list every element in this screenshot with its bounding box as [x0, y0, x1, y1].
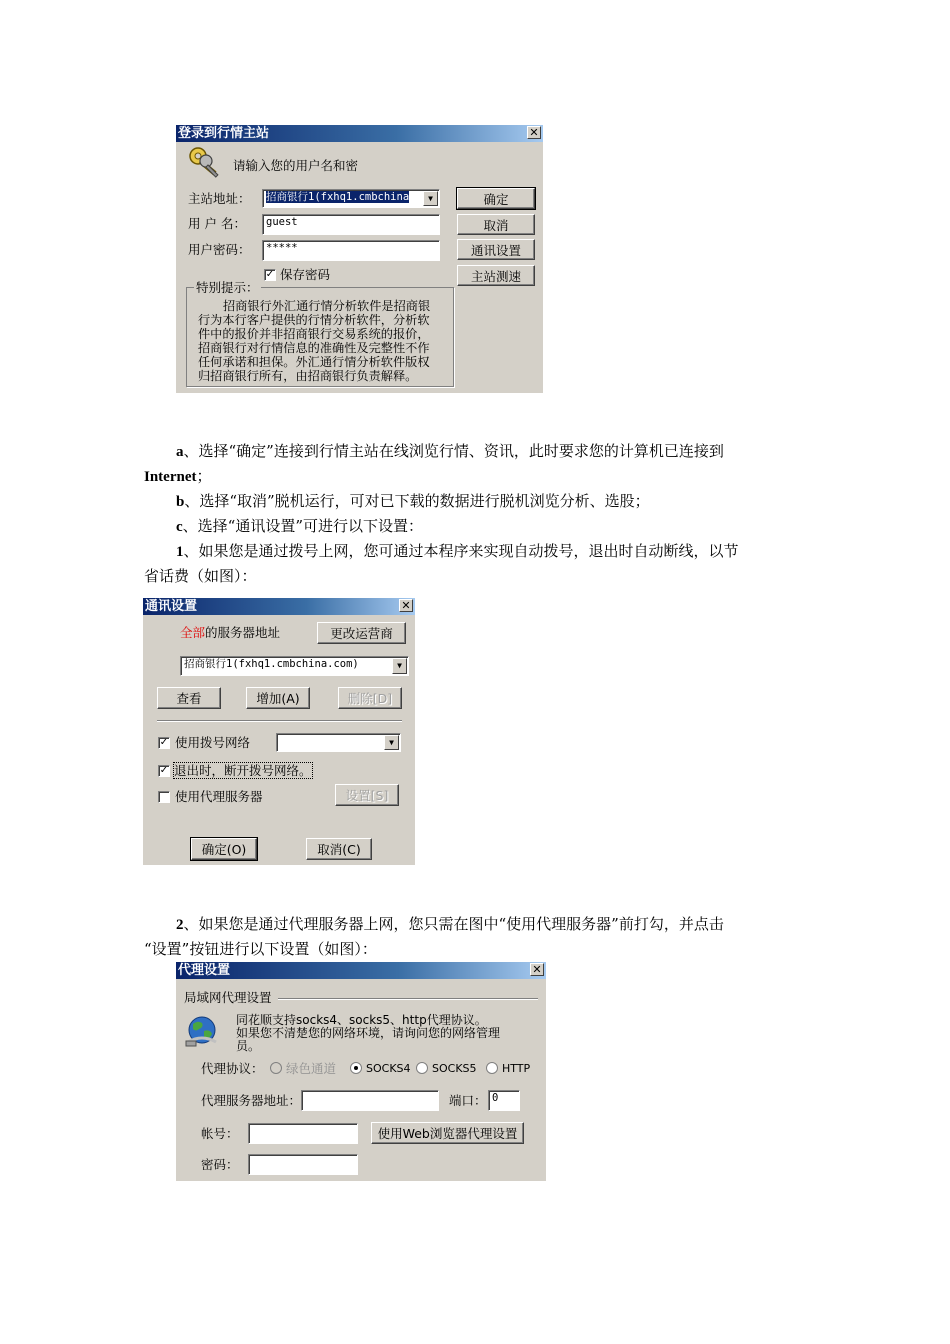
proxy-password-input[interactable] — [248, 1154, 358, 1175]
para-b-text: 、选择“取消”脱机运行，可对已下载的数据进行脱机浏览分析、选股； — [184, 492, 650, 510]
para-c — [176, 514, 423, 540]
para-c-key: c — [176, 519, 183, 535]
login-dialog-title: 登录到行情主站 — [176, 125, 543, 142]
para-b — [176, 489, 650, 515]
password-field[interactable]: ***** — [262, 240, 440, 261]
server-list-label-all: 全部 — [180, 625, 206, 640]
ok-button[interactable]: 确定 — [457, 188, 535, 209]
server-combo-value: 招商银行1(fxhq1.cmbchina — [266, 191, 410, 203]
notice-text — [198, 299, 430, 383]
proxy-group-line — [278, 998, 538, 1000]
cancel-button[interactable]: 取消 — [457, 214, 535, 235]
para-a-internet: Internet — [144, 469, 197, 485]
close-icon[interactable]: ✕ — [527, 126, 541, 139]
delete-button[interactable]: 删除[D] — [338, 687, 402, 709]
chevron-down-icon[interactable]: ▼ — [384, 735, 399, 750]
radio-http[interactable] — [486, 1062, 498, 1074]
para-2-text: 、如果您是通过代理服务器上网，您只需在图中“使用代理服务器”前打勾，并点击 — [183, 915, 724, 933]
comm-separator — [157, 720, 402, 722]
dialup-checkbox[interactable]: ✓ — [159, 737, 169, 748]
view-button[interactable]: 查看 — [157, 687, 221, 709]
para-c-text: 、选择“通讯设置”可进行以下设置： — [182, 517, 424, 535]
save-password-label: 保存密码 — [280, 267, 331, 282]
radio-http-label: HTTP — [502, 1062, 531, 1075]
comm-ok-button[interactable]: 确定(O) — [191, 838, 257, 860]
para-a-line1 — [176, 439, 724, 465]
para-2-line1 — [176, 912, 724, 938]
notice-line: 任何承诺和担保。外汇通行情分析软件版权 — [198, 355, 430, 369]
close-icon[interactable]: ✕ — [530, 963, 544, 976]
notice-line: 归招商银行所有，由招商银行负责解释。 — [198, 369, 418, 383]
radio-socks4-label: SOCKS4 — [366, 1062, 411, 1075]
comm-dialog — [143, 598, 415, 865]
server-list-label — [180, 625, 280, 640]
radio-socks4[interactable] — [350, 1062, 362, 1074]
radio-socks5[interactable] — [416, 1062, 428, 1074]
change-carrier-button[interactable]: 更改运营商 — [317, 622, 406, 644]
proxy-dialog-title: 代理设置 — [176, 962, 546, 979]
para-a-text: 、选择“确定”连接到行情主站在线浏览行情、资讯，此时要求您的计算机已连接到 — [183, 442, 724, 460]
notice-line: 招商银行对行情信息的准确性及完整性不作 — [198, 341, 430, 355]
comm-cancel-button[interactable]: 取消(C) — [306, 838, 372, 860]
notice-line: 行为本行客户提供的行情分析软件，分析软 — [198, 313, 430, 327]
password-label: 用户密码： — [188, 242, 251, 257]
proxy-checkbox[interactable] — [158, 791, 170, 803]
account-label: 帐号： — [201, 1126, 239, 1141]
disconnect-checkbox[interactable]: ✓ — [159, 765, 169, 776]
proxy-address-label: 代理服务器地址： — [201, 1093, 302, 1108]
comm-settings-button[interactable]: 通讯设置 — [457, 239, 535, 260]
proxy-label: 使用代理服务器 — [175, 789, 263, 804]
account-input[interactable] — [248, 1123, 358, 1144]
proxy-info-line: 员。 — [236, 1039, 261, 1053]
globe-icon — [184, 1014, 220, 1048]
login-prompt: 请输入您的用户名和密 — [233, 158, 359, 173]
web-proxy-settings-button[interactable]: 使用Web浏览器代理设置 — [371, 1122, 524, 1144]
proxy-address-input[interactable] — [301, 1090, 439, 1111]
comm-dialog-title: 通讯设置 — [143, 598, 415, 615]
server-list-label-rest: 的服务器地址 — [205, 625, 281, 640]
para-a-tail: ； — [196, 467, 212, 485]
server-label: 主站地址： — [188, 191, 251, 206]
para-1-line1 — [176, 539, 739, 565]
login-dialog — [176, 125, 543, 393]
proxy-password-label: 密码： — [201, 1157, 239, 1172]
save-password-checkbox[interactable]: ✓ — [265, 269, 275, 280]
para-a-line2 — [144, 464, 212, 490]
para-1-line2: 省话费（如图）： — [144, 567, 257, 585]
chevron-down-icon[interactable]: ▼ — [392, 658, 407, 674]
username-field[interactable]: guest — [262, 214, 440, 235]
para-a-key: a — [176, 444, 184, 460]
radio-socks5-label: SOCKS5 — [432, 1062, 477, 1075]
port-label: 端口： — [449, 1093, 487, 1108]
proxy-dialog — [176, 962, 546, 1181]
proxy-info-line: 同花顺支持socks4、socks5、http代理协议。 — [236, 1013, 487, 1027]
add-button[interactable]: 增加(A) — [246, 687, 310, 709]
server-combo[interactable] — [262, 189, 440, 208]
chevron-down-icon[interactable]: ▼ — [423, 191, 438, 206]
proxy-info-line: 如果您不清楚您的网络环境，请询问您的网络管理 — [236, 1026, 501, 1040]
notice-line: 招商银行外汇通行情分析软件是招商银 — [223, 299, 431, 313]
comm-server-combo[interactable] — [180, 656, 409, 676]
radio-green-channel-label: 绿色通道 — [286, 1061, 337, 1076]
disconnect-label: 退出时，断开拨号网络。 — [174, 763, 312, 778]
user-label: 用 户 名： — [188, 216, 246, 231]
dialup-label: 使用拨号网络 — [175, 735, 251, 750]
proxy-info-text — [236, 1014, 500, 1053]
notice-title: 特别提示： — [196, 280, 259, 295]
para-2-line2: “设置”按钮进行以下设置（如图）： — [144, 940, 377, 958]
para-b-key: b — [176, 494, 185, 510]
protocol-label: 代理协议： — [201, 1061, 264, 1076]
port-input[interactable]: 0 — [488, 1090, 520, 1111]
speed-test-button[interactable]: 主站测速 — [457, 265, 535, 286]
para-1-text: 、如果您是通过拨号上网，您可通过本程序来实现自动拨号，退出时自动断线，以节 — [183, 542, 739, 560]
dialup-combo[interactable] — [276, 733, 401, 752]
comm-server-value: 招商银行1(fxhq1.cmbchina.com) — [184, 658, 359, 670]
notice-line: 件中的报价并非招商银行交易系统的报价， — [198, 327, 430, 341]
radio-green-channel[interactable] — [270, 1062, 282, 1074]
para-2-key: 2 — [176, 917, 184, 933]
proxy-setup-button[interactable]: 设置[S] — [335, 784, 399, 806]
key-icon — [186, 145, 224, 181]
close-icon[interactable]: ✕ — [399, 599, 413, 612]
proxy-group-label: 局域网代理设置 — [184, 990, 272, 1005]
para-1-key: 1 — [176, 544, 184, 560]
